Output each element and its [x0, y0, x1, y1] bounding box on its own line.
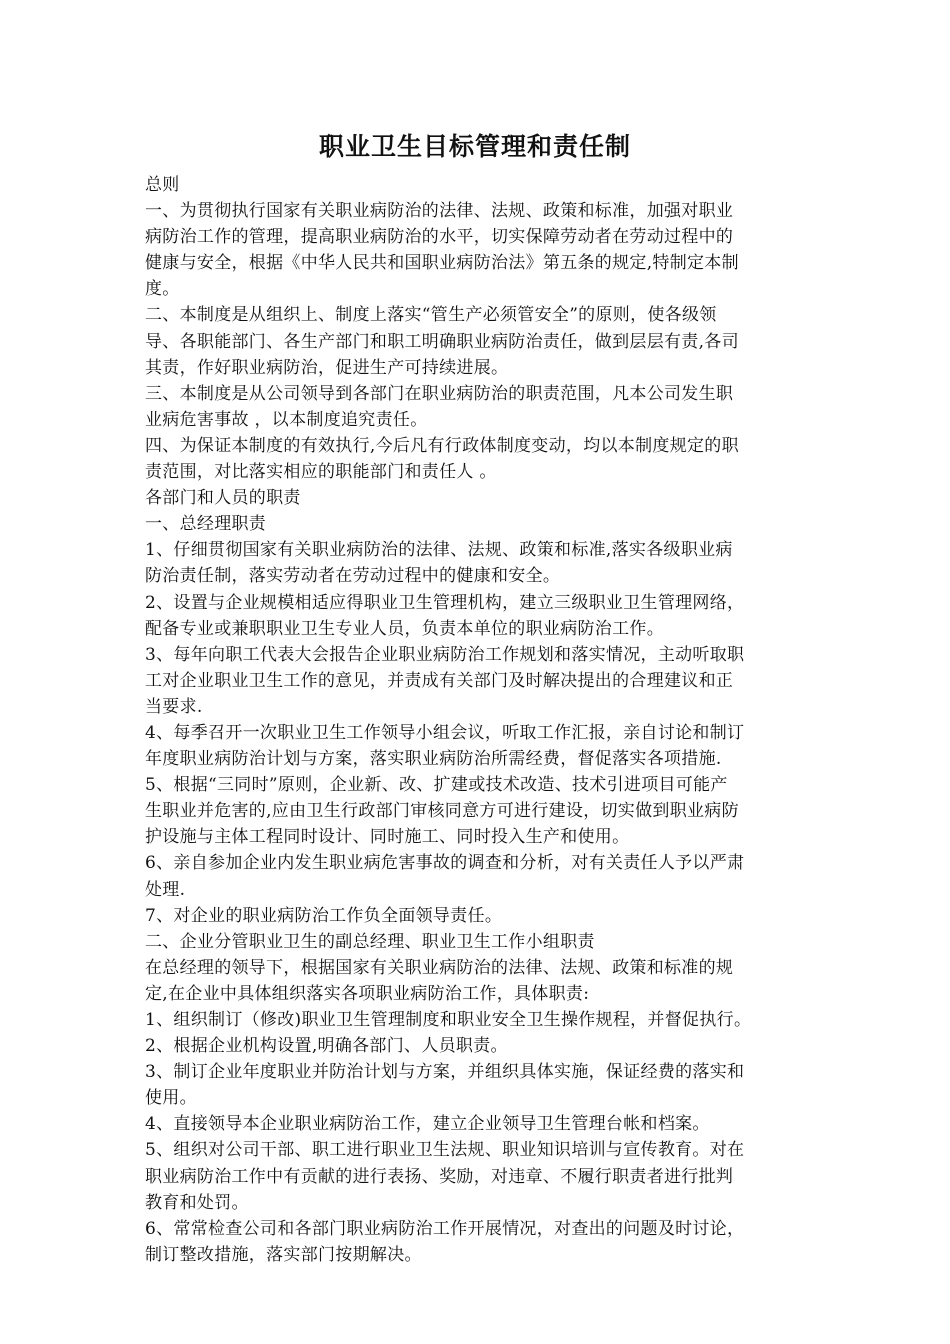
body-line: 处理. [145, 879, 186, 900]
body-line: 一、总经理职责 [145, 514, 267, 535]
body-line: 6、亲自参加企业内发生职业病危害事故的调查和分析，对有关责任人予以严肃 [145, 853, 745, 874]
body-line: 四、为保证本制度的有效执行,今后凡有行政体制度变动，均以本制度规定的职 [145, 435, 739, 456]
body-line: 生职业并危害的,应由卫生行政部门审核同意方可进行建设，切实做到职业病防 [145, 801, 739, 822]
body-line: 1、组织制订（修改)职业卫生管理制度和职业安全卫生操作规程，并督促执行。 [145, 1010, 752, 1030]
document-body [145, 172, 810, 1268]
body-line: 工对企业职业卫生工作的意见，并责成有关部门及时解决提出的合理建议和正 [145, 670, 734, 691]
body-line: 7、对企业的职业病防治工作负全面领导责任。 [145, 905, 503, 926]
body-line: 总则 [145, 175, 180, 195]
body-line: 定,在企业中具体组织落实各项职业病防治工作，具体职责: [145, 983, 590, 1004]
body-line: 责范围，对比落实相应的职能部门和责任人 。 [145, 462, 497, 483]
body-line: 当要求. [145, 696, 203, 717]
body-line: 病防治工作的管理，提高职业病防治的水平，切实保障劳动者在劳动过程中的 [145, 227, 734, 248]
body-line: 1、仔细贯彻国家有关职业病防治的法律、法规、政策和标准,落实各级职业病 [145, 540, 733, 561]
body-line: 护设施与主体工程同时设计、同时施工、同时投入生产和使用。 [145, 827, 630, 848]
body-line: 年度职业病防治计划与方案，落实职业病防治所需经费，督促落实各项措施. [145, 749, 722, 770]
document-title: 职业卫生目标管理和责任制 [318, 132, 631, 161]
body-line: 健康与安全，根据《中华人民共和国职业病防治法》第五条的规定,特制定本制 [145, 253, 739, 274]
body-line: 3、每年向职工代表大会报告企业职业病防治工作规划和落实情况，主动听取职 [145, 644, 745, 665]
body-line: 其责，作好职业病防治，促进生产可持续进展。 [145, 357, 509, 378]
body-line: 度。 [145, 279, 180, 300]
body-line: 4、每季召开一次职业卫生工作领导小组会议，听取工作汇报，亲自讨论和制订 [145, 722, 745, 743]
body-line: 3、制订企业年度职业并防治计划与方案，并组织具体实施，保证经费的落实和 [145, 1062, 745, 1083]
body-line: 二、本制度是从组织上、制度上落实“管生产必须管安全”的原则，使各级领 [145, 305, 717, 326]
body-line: 二、企业分管职业卫生的副总经理、职业卫生工作小组职责 [145, 931, 595, 952]
body-line: 教育和处罚。 [145, 1192, 249, 1213]
body-line: 配备专业或兼职职业卫生专业人员，负责本单位的职业病防治工作。 [145, 618, 664, 639]
body-line: 导、各职能部门、各生产部门和职工明确职业病防治责任，做到层层有责,各司 [145, 331, 739, 352]
body-line: 2、根据企业机构设置,明确各部门、人员职责。 [145, 1036, 508, 1057]
body-line: 2、设置与企业规模相适应得职业卫生管理机构，建立三级职业卫生管理网络， [145, 592, 745, 613]
body-line: 使用。 [145, 1088, 197, 1109]
body-line: 职业病防治工作中有贡献的进行表扬、奖励，对违章、不履行职责者进行批判 [145, 1166, 734, 1187]
body-line: 在总经理的领导下，根据国家有关职业病防治的法律、法规、政策和标准的规 [145, 957, 734, 978]
body-line: 6、常常检查公司和各部门职业病防治工作开展情况，对查出的问题及时讨论， [145, 1218, 745, 1239]
body-line: 5、根据“三同时”原则，企业新、改、扩建或技术改造、技术引进项目可能产 [145, 775, 728, 796]
body-line: 一、为贯彻执行国家有关职业病防治的法律、法规、政策和标准，加强对职业 [145, 201, 734, 222]
body-line: 防治责任制，落实劳动者在劳动过程中的健康和安全。 [145, 566, 561, 587]
body-line: 三、本制度是从公司领导到各部门在职业病防治的职责范围，凡本公司发生职 [145, 383, 734, 404]
body-line: 5、组织对公司干部、职工进行职业卫生法规、职业知识培训与宣传教育。对在 [145, 1140, 745, 1161]
body-line: 4、直接领导本企业职业病防治工作，建立企业领导卫生管理台帐和档案。 [145, 1114, 710, 1135]
body-line: 各部门和人员的职责 [145, 488, 301, 509]
body-line: 制订整改措施，落实部门按期解决。 [145, 1244, 422, 1265]
body-line: 业病危害事故 ，以本制度追究责任。 [145, 409, 428, 430]
